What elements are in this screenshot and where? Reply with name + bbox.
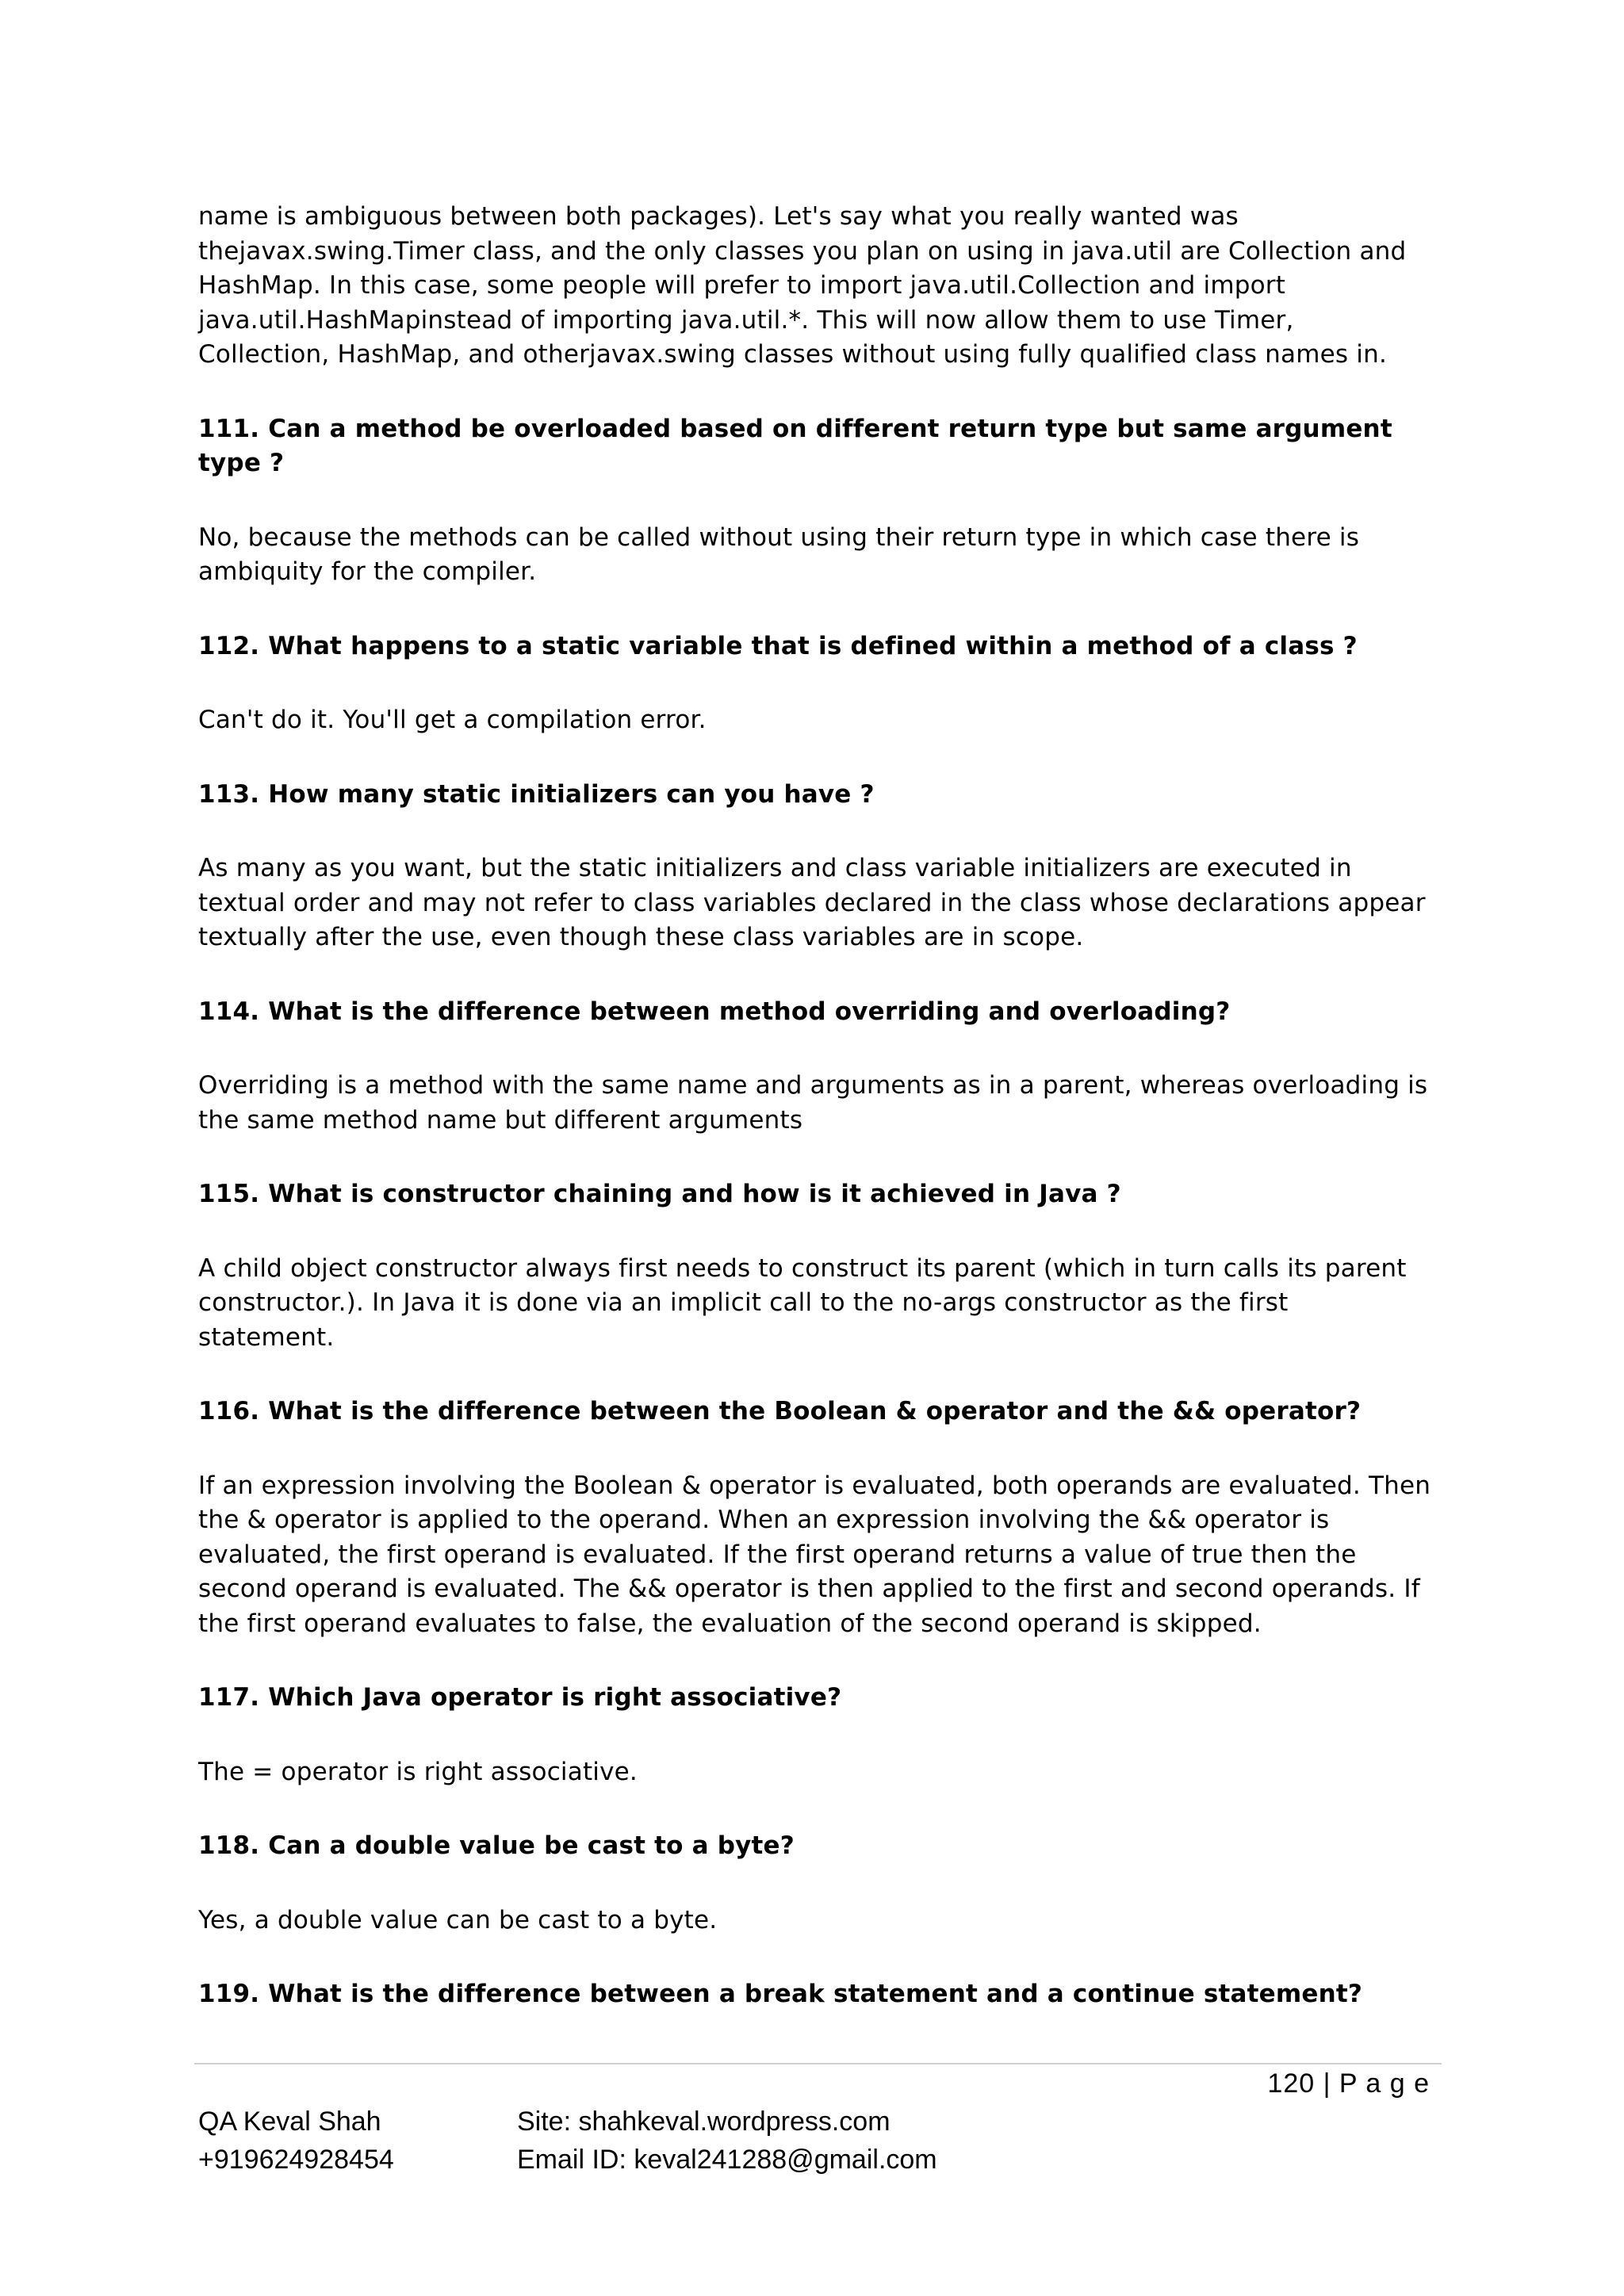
footer-contact-left xyxy=(198,2103,394,2179)
text-line: Yes, a double value can be cast to a byte. xyxy=(198,1905,718,1934)
text-line: A child object constructor always first needs to construct its parent (which in turn calls its parent xyxy=(198,1253,1407,1283)
text-line: java.util.HashMapinstead of importing java.util.*. This will now allow them to use Timer, xyxy=(198,305,1294,335)
text-line: textually after the use, even though these class variables are in scope. xyxy=(198,923,1084,951)
footer-site: Site: shahkeval.wordpress.com xyxy=(517,2107,891,2137)
question-heading xyxy=(198,1395,1435,1429)
text-line: 111. Can a method be overloaded based on different return type but same argument xyxy=(198,414,1392,443)
text-line: As many as you want, but the static initializers and class variable initializers are executed in xyxy=(198,854,1352,882)
answer-paragraph xyxy=(198,851,1435,955)
text-line: The = operator is right associative. xyxy=(198,1757,638,1786)
text-line: Overriding is a method with the same name and arguments as in a parent, whereas overloading is xyxy=(198,1071,1428,1100)
text-line: 117. Which Java operator is right associative? xyxy=(198,1683,842,1712)
text-line: 115. What is constructor chaining and how is it achieved in Java ? xyxy=(198,1180,1121,1208)
question-heading xyxy=(198,1977,1435,2012)
text-line: evaluated, the first operand is evaluated. If the first operand returns a value of true then the xyxy=(198,1540,1357,1569)
text-line: name is ambiguous between both packages). Let's say what you really wanted was xyxy=(198,202,1239,231)
text-line: 116. What is the difference between the Boolean & operator and the && operator? xyxy=(198,1397,1362,1425)
footer-author: QA Keval Shah xyxy=(198,2107,381,2137)
answer-paragraph xyxy=(198,1755,1435,1790)
answer-paragraph xyxy=(198,703,1435,738)
question-heading xyxy=(198,778,1435,813)
text-line: 118. Can a double value be cast to a byte? xyxy=(198,1831,795,1860)
answer-paragraph xyxy=(198,1904,1435,1938)
text-line: textual order and may not refer to class variables declared in the class whose declarations appear xyxy=(198,888,1426,917)
answer-paragraph xyxy=(198,521,1435,590)
text-line: second operand is evaluated. The && operator is then applied to the first and second operands. If xyxy=(198,1575,1420,1603)
question-heading xyxy=(198,1829,1435,1864)
text-line: 113. How many static initializers can you have ? xyxy=(198,779,875,809)
text-line: constructor.). In Java it is done via an implicit call to the no-args constructor as the first xyxy=(198,1288,1289,1317)
text-line: thejavax.swing.Timer class, and the only classes you plan on using in java.util are Collection and xyxy=(198,236,1407,266)
question-heading xyxy=(198,1681,1435,1716)
answer-paragraph xyxy=(198,1252,1435,1356)
document-body xyxy=(198,200,1435,2012)
text-line: 119. What is the difference between a break statement and a continue statement? xyxy=(198,1980,1363,2008)
text-line: Can't do it. You'll get a compilation error. xyxy=(198,706,707,734)
question-heading xyxy=(198,1177,1435,1212)
question-heading xyxy=(198,412,1435,481)
answer-paragraph xyxy=(198,1469,1435,1642)
text-line: HashMap. In this case, some people will prefer to import java.util.Collection and import xyxy=(198,271,1286,300)
text-line: Collection, HashMap, and otherjavax.swing classes without using fully qualified class names in. xyxy=(198,340,1388,369)
text-line: the first operand evaluates to false, the evaluation of the second operand is skipped. xyxy=(198,1609,1262,1638)
answer-paragraph xyxy=(198,1069,1435,1138)
text-line: type ? xyxy=(198,449,285,477)
text-line: 112. What happens to a static variable that is defined within a method of a class ? xyxy=(198,631,1358,660)
text-line: the & operator is applied to the operand. When an expression involving the && operator is xyxy=(198,1506,1330,1534)
question-heading xyxy=(198,995,1435,1030)
footer-divider xyxy=(194,2063,1442,2064)
page-number: 120 | P a g e xyxy=(1267,2068,1430,2099)
text-line: 114. What is the difference between method overriding and overloading? xyxy=(198,997,1231,1026)
answer-paragraph xyxy=(198,200,1435,373)
footer-contact-right xyxy=(517,2103,937,2179)
text-line: ambiquity for the compiler. xyxy=(198,557,537,586)
text-line: statement. xyxy=(198,1322,335,1352)
question-heading xyxy=(198,629,1435,664)
text-line: the same method name but different arguments xyxy=(198,1105,803,1135)
footer-email: Email ID: keval241288@gmail.com xyxy=(517,2145,937,2175)
footer-phone: +919624928454 xyxy=(198,2145,394,2175)
text-line: No, because the methods can be called without using their return type in which case there is xyxy=(198,522,1360,552)
text-line: If an expression involving the Boolean & operator is evaluated, both operands are evaluated. Then xyxy=(198,1471,1431,1500)
